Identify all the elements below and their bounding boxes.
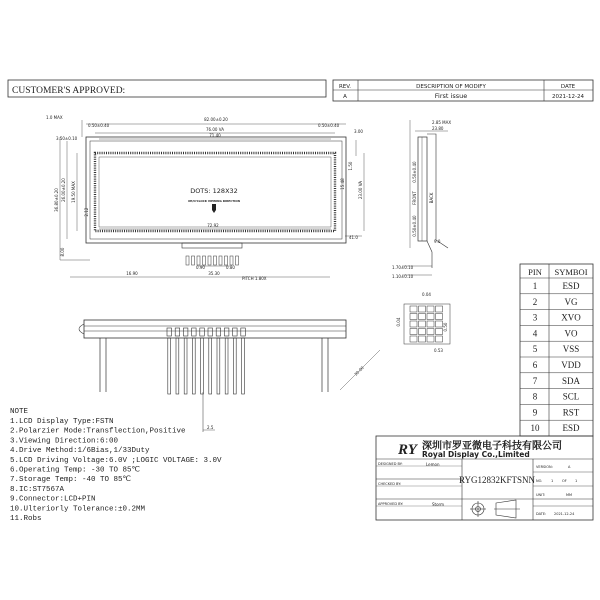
projection-symbol [470, 500, 520, 518]
viewing-direction-label: 6H/O'CLOCK VIEWING DIRECTION [188, 199, 240, 203]
pin-symbol: SCL [562, 391, 580, 402]
note-item: 2.Polarzier Mode:Transflection,Positive [10, 427, 186, 436]
side-view [402, 120, 448, 275]
customer-approved-label: CUSTOMER'S APPROVED: [12, 86, 126, 96]
pixel-cell [436, 306, 443, 312]
part-number: RYG12832KFTSNN [458, 475, 536, 485]
page-total: 1 [575, 479, 578, 483]
front-label: FRONT [412, 191, 417, 205]
date-value: 2021-12-24 [552, 94, 584, 100]
dim-15-48: 15.48 [340, 178, 345, 190]
pin-leg [168, 338, 171, 394]
pin-shoulder [216, 328, 221, 336]
dim-8-00: 8.00 [60, 247, 65, 257]
dim-1-50: 1.50 [348, 161, 353, 171]
date-value: 2021-12-24 [554, 512, 575, 516]
side-view-labels [392, 120, 451, 279]
dim-41: 41.0 [349, 235, 358, 240]
pixel-cell [436, 314, 443, 320]
approved-by-label: APPROVED BY: [378, 502, 404, 506]
pin-shoulder [241, 328, 246, 336]
pin-number: 7 [532, 375, 538, 386]
pixel-cell [427, 306, 434, 312]
front-pad [219, 256, 222, 265]
pin-shoulder [183, 328, 188, 336]
dim-16-90: 16.90 [126, 271, 138, 276]
note-item: 10.Ulteriorly Tolerance:±0.2MM [10, 505, 146, 514]
dim-0-04-top: 0.04 [422, 292, 431, 297]
dim-30-00: 30.00 [353, 365, 365, 377]
pixel-cell [436, 321, 443, 327]
pin-leg [242, 338, 245, 394]
dim-2-85: 2.85 MAX [432, 120, 452, 125]
pixel-cell [427, 314, 434, 320]
pixel-cell [427, 321, 434, 327]
dim-23-00: 23.00 VA [358, 181, 363, 199]
back-label: BACK [429, 192, 434, 204]
pixel-cell [419, 336, 426, 342]
pin-symbol: RST [562, 407, 580, 418]
dim-0-50-right: 0.50±0.40 [318, 123, 340, 128]
company-name-en: Royal Display Co.,Limited [422, 450, 530, 459]
dim-1-10: 1.10±0.10 [392, 274, 414, 279]
dim-1-70: 1.70±0.10 [392, 265, 414, 270]
pixel-cell [419, 329, 426, 335]
rev-label: REV. [338, 84, 352, 90]
pin-symbol: XVO [561, 312, 581, 323]
pin-number: 6 [532, 360, 538, 370]
dim-3-00: 3.00 [354, 129, 363, 134]
note-item: 8.IC:ST7567A [10, 485, 65, 494]
pin-leg [176, 338, 179, 394]
front-pad [208, 256, 211, 265]
pin-number: 8 [532, 391, 538, 402]
dim-71-40: 71.40 [209, 133, 221, 138]
company-logo [397, 442, 419, 458]
no-label: NO. [536, 479, 543, 483]
note-item: 7.Storage Temp: -40 TO 85℃ [10, 476, 131, 485]
note-item: 11.Robs [10, 515, 42, 523]
dim-35-30: 35.30 [208, 271, 220, 276]
pixel-cell [419, 314, 426, 320]
dim-0-50: 0.50 [443, 322, 448, 332]
of-label: OF [562, 479, 567, 483]
pin-number: 1 [532, 281, 538, 291]
pixel-cell [419, 306, 426, 312]
approved-by-value: Storm [432, 502, 445, 507]
dim-76-00: 76.00 VA [206, 127, 224, 132]
unit-label: UNIT: [536, 493, 546, 497]
front-pad [230, 256, 233, 265]
front-pads [186, 256, 239, 265]
dim-0-90: 0.90 [196, 265, 205, 270]
pin-number: 2 [532, 296, 538, 307]
description-value: First issue [434, 92, 468, 100]
dim-3-50: 3.50±0.10 [56, 136, 78, 141]
pin-leg [233, 338, 236, 394]
version-label: VERSION: [536, 465, 553, 469]
pin-symbol: VDD [561, 360, 581, 370]
front-pad [186, 256, 189, 265]
dim-1-0-max: 1.0 MAX [46, 115, 63, 120]
pin-shoulder [233, 328, 238, 336]
pixel-cell [410, 314, 417, 320]
dim-19-50: 19.50 MAX [71, 181, 76, 203]
rev-value: A [343, 94, 347, 100]
pin-shoulder [208, 328, 213, 336]
pixel-cell [427, 336, 434, 342]
note-item: 3.Viewing Direction:6:00 [10, 437, 119, 446]
front-pad [225, 256, 228, 265]
front-pad [214, 256, 217, 265]
designed-by-label: DESIGNED BY: [378, 462, 403, 466]
pixel-cell [427, 329, 434, 335]
pin-shoulder [167, 328, 172, 336]
pixel-cell [410, 306, 417, 312]
pixel-cell [410, 336, 417, 342]
pixel-cell [419, 321, 426, 327]
pin-view-body [84, 320, 346, 338]
note-item: 6.Operating Temp: -30 TO 85℃ [10, 466, 140, 475]
pin-number: 9 [532, 407, 538, 418]
note-item: 9.Connector:LCD+PIN [10, 495, 96, 504]
unit-value: MM [566, 493, 573, 497]
pin-shoulder [192, 328, 197, 336]
pin-symbol: VSS [562, 344, 580, 355]
date-label: DATE [560, 84, 576, 90]
pin-header: PIN [528, 267, 542, 277]
pin-leg [201, 338, 204, 394]
dots-label: DOTS: 128X32 [190, 187, 238, 195]
note-item: 5.LCD Driving Voltage:6.0V ;LOGIC VOLTAGE: 3.0V [10, 456, 222, 465]
dim-82-00: 82.00±0.20 [204, 117, 228, 122]
pixel-cell [436, 329, 443, 335]
dim-2-5: 2.5 [207, 425, 214, 430]
designed-by-value: Lemon [426, 462, 440, 467]
dim-0-80: 0.80 [226, 265, 235, 270]
pixel-cell [436, 336, 443, 342]
version-value: A [568, 465, 571, 469]
pin-shoulder [175, 328, 180, 336]
note-item: 4.Drive Method:1/6Bias,1/33Duty [10, 447, 150, 456]
pixel-cell [410, 321, 417, 327]
title-block [376, 436, 593, 520]
pin-leg [225, 338, 228, 394]
note-item: 1.LCD Display Type:FSTN [10, 418, 114, 426]
pin-number: 10 [530, 423, 540, 434]
dim-0-50-top: 0.50±0.40 [412, 161, 417, 183]
side-glass [418, 137, 427, 241]
dim-0-50-mid: 0.50±0.40 [412, 215, 417, 237]
description-label: DESCRIPTION OF MODIFY [416, 84, 486, 90]
dim-36-80: 36.80±0.20 [54, 188, 59, 212]
pin-leg [217, 338, 220, 394]
checked-by-label: CHECKED BY: [378, 482, 402, 486]
pin-view [79, 320, 380, 432]
page-number: 1 [551, 479, 554, 483]
pin-view-labels [207, 365, 365, 430]
front-pad [197, 256, 200, 265]
dim-0-53: 0.53 [434, 348, 443, 353]
front-pad [192, 256, 195, 265]
pin-leg [209, 338, 212, 394]
pitch-label: PITCH 1.80X [242, 276, 267, 281]
pin-shoulder [224, 328, 229, 336]
pin-symbol: VG [564, 296, 578, 307]
notes-title: NOTE [10, 408, 29, 416]
pin-number: 5 [532, 344, 538, 355]
dim-26-00: 26.00±0.20 [61, 178, 66, 202]
viewing-direction-arrow-icon [212, 204, 216, 213]
date-label: DATE: [536, 512, 547, 516]
pin-shoulder [200, 328, 205, 336]
pin-symbol: VO [564, 328, 578, 339]
front-pad [203, 256, 206, 265]
pin-number: 4 [532, 328, 538, 339]
pixel-grid [410, 306, 443, 342]
dim-72-92: 72.92 [207, 223, 219, 228]
fpc-tab [182, 243, 242, 248]
pin-symbol: SDA [561, 375, 581, 386]
dim-2-12: 2.12 [84, 207, 89, 217]
pin-leg [192, 338, 195, 394]
pin-symbol: ESD [562, 423, 580, 434]
front-pad [236, 256, 239, 265]
dim-23-80: 23.80 [432, 126, 444, 131]
dim-0-04-left: 0.04 [396, 317, 401, 327]
pin-leg [184, 338, 187, 394]
header [8, 80, 593, 101]
dim-9-0: 9.0 [434, 239, 441, 244]
pin-table [520, 264, 593, 436]
symbol-header: SYMBOI [554, 267, 588, 277]
pin-symbol: ESD [562, 281, 580, 291]
pixel-cell [410, 329, 417, 335]
svg-text:RY: RY [398, 442, 417, 458]
notes [10, 408, 222, 523]
dim-0-50-left: 0.50±0.40 [88, 123, 110, 128]
pin-number: 3 [532, 312, 538, 323]
company-name-cn: 深圳市罗亚微电子科技有限公司 [422, 441, 562, 452]
